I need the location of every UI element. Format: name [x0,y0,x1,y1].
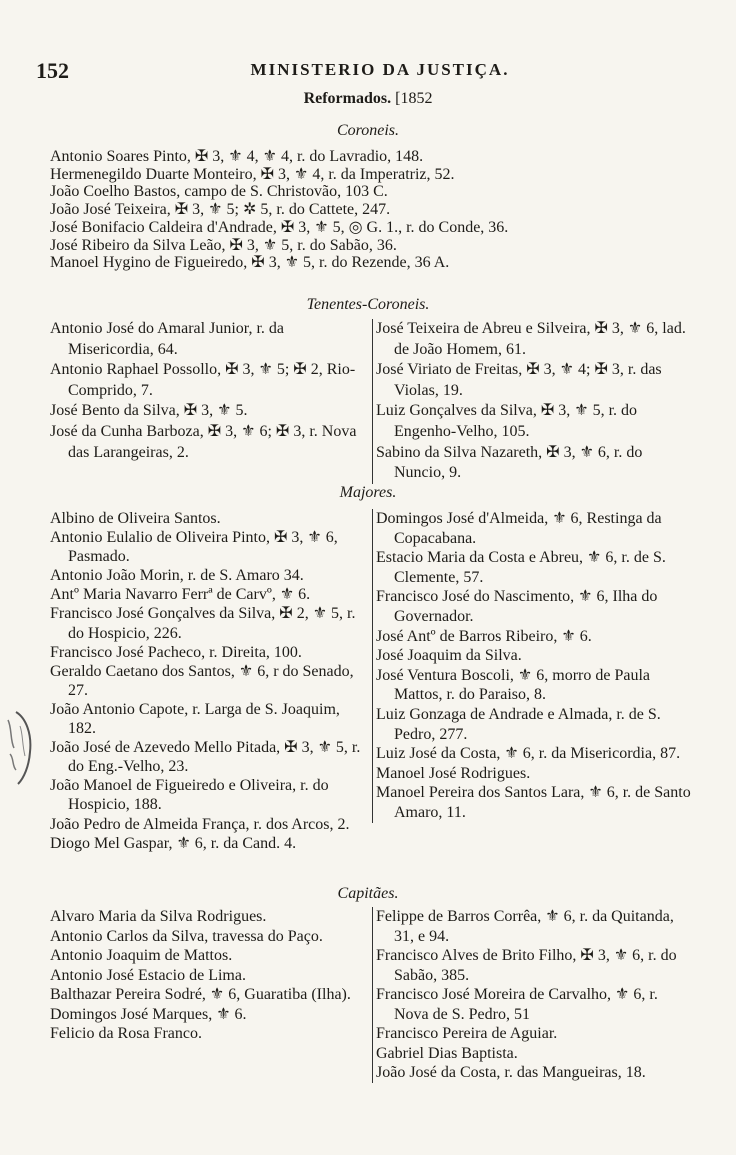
tenente-coronel-entry: Sabino da Silva Nazareth, ✠ 3, ⚜ 6, r. do Nuncio, 9. [376,443,643,482]
capitao-entry: Francisco Pereira de Aguiar. [376,1025,558,1042]
major-entry: Manoel José Rodrigues. [376,764,531,782]
tenente-coronel-entry: Antonio Raphael Possollo, ✠ 3, ⚜ 5; ✠ 2, Rio-Comprido, 7. [50,361,356,399]
major-entry: Diogo Mel Gaspar, ⚜ 6, r. da Cand. 4. [50,834,297,852]
tenentes-coroneis-right-column [372,319,694,484]
major-entry: José Ventura Boscoli, ⚜ 6, morro de Paula Mattos, r. do Paraiso, 8. [376,666,651,704]
coronel-entry: Antonio Soares Pinto, ✠ 3, ⚜ 4, ⚜ 4, r. do Lavradio, 148. [50,148,424,165]
subheading-title: Reformados. [303,90,392,107]
major-entry: João Manoel de Figueiredo e Oliveira, r. do Hospicio, 188. [50,777,329,814]
major-entry: Albino de Oliveira Santos. [50,510,221,527]
coronel-entry: João Coelho Bastos, campo de S. Christovão, 103 C. [50,183,388,201]
major-entry: Domingos José d'Almeida, ⚜ 6, Restinga da Copacabana. [376,510,662,547]
coroneis-list [50,148,710,272]
coronel-entry: Hermenegildo Duarte Monteiro, ✠ 3, ⚜ 4, r. da Imperatriz, 52. [50,165,455,183]
capitao-entry: Francisco Alves de Brito Filho, ✠ 3, ⚜ 6, r. do Sabão, 385. [376,947,677,984]
margin-ink-mark [2,708,36,786]
major-entry: Antonio Eulalio de Oliveira Pinto, ✠ 3, ⚜ 6, Pasmado. [50,529,338,566]
section-title-capitaes: Capitães. [337,885,399,902]
majores-left-column [50,509,366,853]
capitao-entry: João José da Costa, r. das Mangueiras, 18. [376,1064,646,1081]
section-title-tenentes-coroneis: Tenentes-Coroneis. [306,296,430,313]
major-entry: Geraldo Caetano dos Santos, ⚜ 6, r do Senado, 27. [50,662,354,699]
subheading-year: [1852 [395,90,433,107]
coronel-entry: José Ribeiro da Silva Leão, ✠ 3, ⚜ 5, r. do Sabão, 36. [50,236,397,254]
capitao-entry: Francisco José Moreira de Carvalho, ⚜ 6, r. Nova de S. Pedro, 51 [376,986,658,1023]
capitao-entry: Alvaro Maria da Silva Rodrigues. [50,908,267,925]
major-entry: João José de Azevedo Mello Pitada, ✠ 3, ⚜ 5, r. do Eng.-Velho, 23. [50,739,361,776]
capitaes-left-column [50,907,366,1044]
major-entry: João Antonio Capote, r. Larga de S. Joaquim, 182. [50,700,340,738]
coronel-entry: João José Teixeira, ✠ 3, ⚜ 5; ✲ 5, r. do Cattete, 247. [50,201,391,219]
coronel-entry: Manoel Hygino de Figueiredo, ✠ 3, ⚜ 5, r. do Rezende, 36 A. [50,254,450,272]
capitao-entry: Felippe de Barros Corrêa, ⚜ 6, r. da Quitanda, 31, e 94. [376,908,674,945]
major-entry: Manoel Pereira dos Santos Lara, ⚜ 6, r. de Santo Amaro, 11. [376,784,691,821]
tenente-coronel-entry: José da Cunha Barboza, ✠ 3, ⚜ 6; ✠ 3, r. Nova das Larangeiras, 2. [50,422,357,461]
major-entry: José Joaquim da Silva. [376,647,522,665]
major-entry: José Antº de Barros Ribeiro, ⚜ 6. [376,627,592,645]
capitao-entry: Balthazar Pereira Sodré, ⚜ 6, Guaratiba (Ilha). [50,986,351,1003]
capitao-entry: Felicio da Rosa Franco. [50,1025,202,1042]
major-entry: Luiz José da Costa, ⚜ 6, r. da Misericordia, 87. [376,745,681,763]
major-entry: Estacio Maria da Costa e Abreu, ⚜ 6, r. de S. Clemente, 57. [376,549,666,586]
capitaes-right-column [372,907,694,1083]
capitao-entry: Domingos José Marques, ⚜ 6. [50,1005,247,1023]
major-entry: Francisco José Pacheco, r. Direita, 100. [50,643,302,661]
section-title-coroneis: Coroneis. [336,122,400,139]
major-entry: Francisco José Gonçalves da Silva, ✠ 2, ⚜ 5, r. do Hospicio, 226. [50,605,356,642]
tenentes-coroneis-left-column [50,319,366,463]
major-entry: Luiz Gonzaga de Andrade e Almada, r. de S. Pedro, 277. [376,705,661,743]
major-entry: Antº Maria Navarro Ferrª de Carvº, ⚜ 6. [50,586,311,604]
running-head: MINISTERIO DA JUSTIÇA. [250,60,510,79]
major-entry: João Pedro de Almeida França, r. dos Arcos, 2. [50,815,350,833]
capitao-entry: Antonio Joaquim de Mattos. [50,947,233,964]
tenente-coronel-entry: José Bento da Silva, ✠ 3, ⚜ 5. [50,402,248,420]
subheading [0,90,736,108]
coronel-entry: José Bonifacio Caldeira d'Andrade, ✠ 3, ⚜ 5, ◎ G. 1., r. do Conde, 36. [50,218,509,236]
page-number: 152 [36,58,69,83]
tenente-coronel-entry: José Viriato de Freitas, ✠ 3, ⚜ 4; ✠ 3, r. das Violas, 19. [376,361,662,399]
section-title-majores: Majores. [339,484,397,501]
tenente-coronel-entry: José Teixeira de Abreu e Silveira, ✠ 3, ⚜ 6, lad. de João Homem, 61. [376,320,686,358]
major-entry: Francisco José do Nascimento, ⚜ 6, Ilha do Governador. [376,588,658,625]
capitao-entry: Gabriel Dias Baptista. [376,1044,518,1062]
tenente-coronel-entry: Antonio José do Amaral Junior, r. da Misericordia, 64. [50,320,284,358]
tenente-coronel-entry: Luiz Gonçalves da Silva, ✠ 3, ⚜ 5, r. do Engenho-Velho, 105. [376,402,638,440]
page-header [0,56,736,86]
capitao-entry: Antonio Carlos da Silva, travessa do Paço. [50,927,323,945]
major-entry: Antonio João Morin, r. de S. Amaro 34. [50,567,304,585]
capitao-entry: Antonio José Estacio de Lima. [50,966,246,984]
majores-right-column [372,509,694,823]
